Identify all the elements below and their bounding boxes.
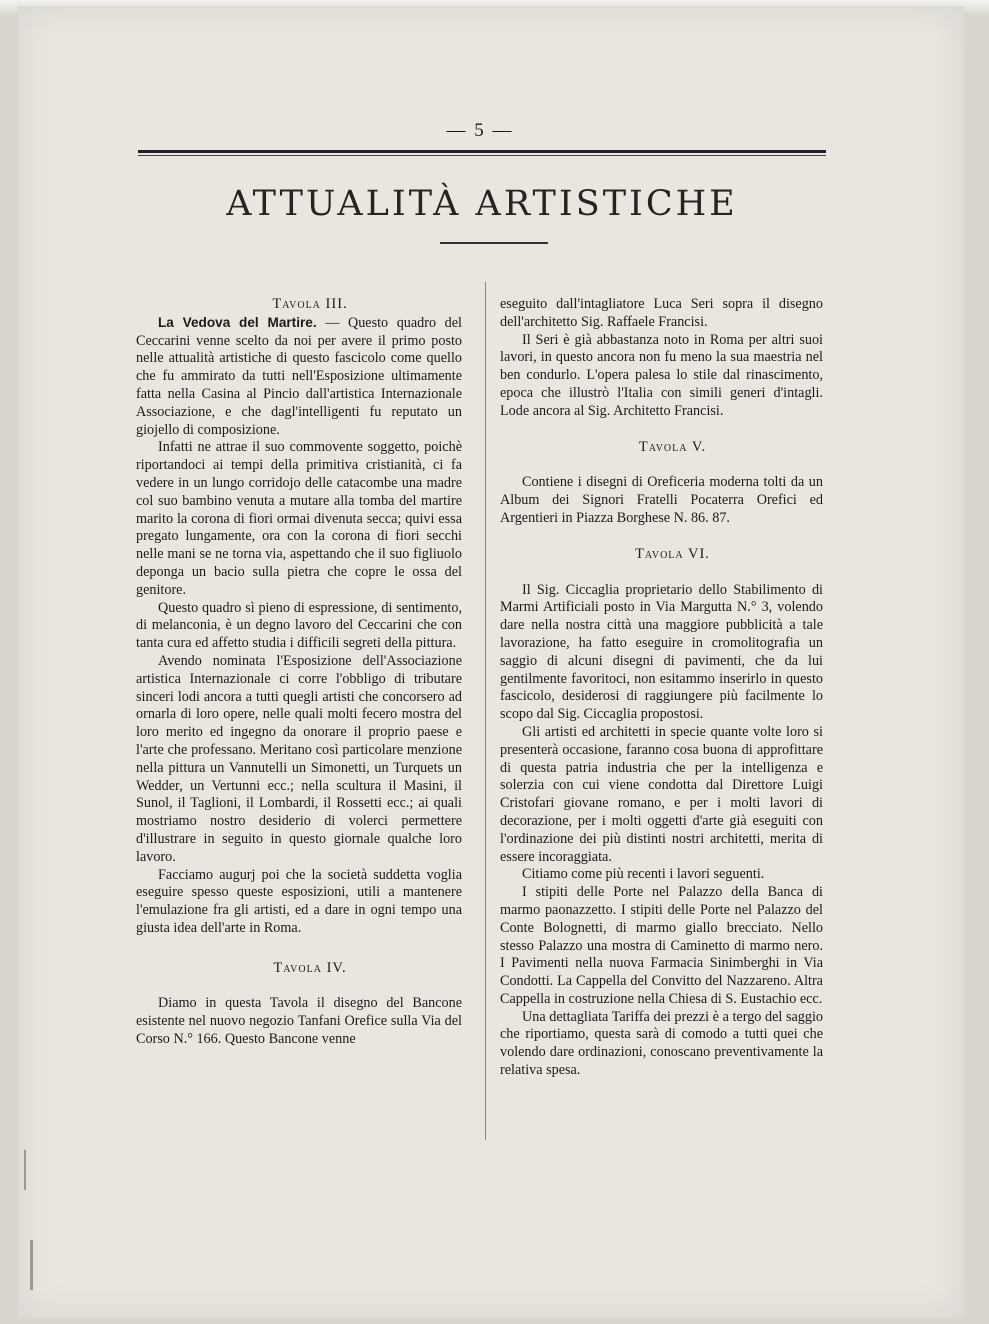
heading-tavola-4: Tavola IV.: [273, 959, 347, 976]
paragraph: Diamo in questa Tavola il disegno del Bancone esistente nel nuovo negozio Tanfani Orefice sulla Via del Corso N.° 166. Questo Bancone venne: [136, 995, 462, 1048]
paragraph: Gli artisti ed architetti in specie quante volte loro si presenterà occasione, faranno cosa buona di approfittare di questa patria industria che per la intelligenza e solerzia con cui viene condotta dal Direttore Luigi Cristofari giovane romano, e per i molti lavori di decorazione, per i molti oggetti d'arte già eseguiti con l'ordinazione dei più distinti nostri architetti, merita di essere incoraggiata.: [500, 723, 823, 865]
section-title: ATTUALITÀ ARTISTICHE: [226, 184, 738, 224]
paragraph: Questo quadro sì pieno di espressione, di sentimento, di melanconia, è un degno lavoro del Ceccarini che con tanta cura ed affetto studia i difficili segreti della pittura.: [136, 599, 462, 652]
paragraph: Infatti ne attrae il suo commovente soggetto, poichè riportandoci ai tempi della primitiva cristianità, ci fa vedere in un lungo corridojo delle catacombe una madre col suo bambino venuta a mutare alla tomba del martire marito la corona di fiori ormai divenuta secca; quivi essa pregato lungamente, ora con la corona di fiori secchi nelle mani se ne torna via, aspettando che il suo figliuolo deponga un bacio sulla pietra che copre le ossa del genitore.: [136, 439, 462, 598]
heading-tavola-3: Tavola III.: [272, 296, 348, 312]
title-underline: [440, 242, 548, 244]
header-rule-thin: [138, 155, 826, 156]
scan-mark: [24, 1150, 26, 1190]
paragraph: Una dettagliata Tariffa dei prezzi è a tergo del saggio che riportiamo, questa sarà di comodo a tutti quei che volendo dare ordinazioni, conoscano preventivamente la relativa spesa.: [500, 1008, 823, 1079]
paragraph: Contiene i disegni di Oreficeria moderna tolti da un Album dei Signori Fratelli Pocaterra Orefici ed Argentieri in Piazza Borghese N. 86. 87.: [500, 474, 823, 526]
heading-tavola-6: Tavola VI.: [635, 545, 710, 562]
header-rule-thick: [138, 150, 826, 153]
paragraph: [136, 314, 462, 440]
paragraph: Facciamo augurj poi che la società suddetta voglia eseguire spesso queste esposizioni, utili a mantenere l'emulazione fra gli artisti, ed a dare in ogni tempo una giusta idea dell'arte in Roma.: [136, 866, 462, 936]
paragraph: Citiamo come più recenti i lavori seguenti.: [522, 866, 765, 883]
paragraph: Il Seri è già abbastanza noto in Roma per altri suoi lavori, in questo ancora non fu meno la sua maestria nel ben condurlo. L'opera palesa lo stile dal rinascimento, epoca che illustrò l'Italia con simili generi d'intagli. Lode ancora al Sig. Architetto Francisi.: [500, 331, 823, 419]
paragraph: eseguito dall'intagliatore Luca Seri sopra il disegno dell'architetto Sig. Raffaele Francisi.: [500, 296, 823, 330]
article-lead: La Vedova del Martire.: [158, 314, 317, 330]
right-column: [500, 296, 823, 1080]
page-number: — 5 —: [446, 120, 514, 141]
column-divider: [485, 282, 486, 1140]
heading-tavola-5: Tavola V.: [638, 438, 707, 455]
scan-mark: [30, 1240, 33, 1290]
paragraph: Avendo nominata l'Esposizione dell'Associazione artistica Internazionale ci corre l'obbligo di tributare sinceri lodi ancora a tutti quegli artisti che concorsero ad ornarla di loro opere, nelle quali molti fecero mostra del loro merito ed ingegno da onorare il proprio paese e l'arte che professano. Meritano così particolare menzione nella pittura un Vannutelli un Simonetti, un Turquets un Wedder, un Vertunni ecc.; nella scultura il Masini, il Sunol, il Taglioni, il Lombardi, il Rossetti ecc.; ai quali mostriamo nostro desiderio di volerci permettere d'illustrare in seguito in questo giornale qualche loro lavoro.: [136, 652, 462, 865]
left-column: [136, 296, 462, 1049]
paragraph: I stipiti delle Porte nel Palazzo della Banca di marmo paonazzetto. I stipiti delle Porte nel Palazzo del Conte Bolognetti, di marmo giallo brecciato. Nello stesso Palazzo una mostra di Caminetto di marmo nero. I Pavimenti nella nuova Farmacia Sinimberghi in Via Condotti. La Cappella del Convitto del Nazzareno. Altra Cappella in costruzione nella Chiesa di S. Eustachio ecc.: [500, 884, 823, 1007]
paragraph: Il Sig. Ciccaglia proprietario dello Stabilimento di Marmi Artificiali posto in Via Margutta N.° 3, volendo dare nella nostra città una maggiore pubblicità a tale lavorazione, ha fatto eseguire in cromolitografia un saggio di alcuni disegni di pavimenti, che da lui gentilmente favoritoci, non esitammo inserirlo in questo fascicolo, desiderosi di raggiungere più facilmente lo scopo dal Sig. Ciccaglia propostosi.: [500, 581, 823, 723]
paragraph-text: — Questo quadro del Ceccarini venne scelto da noi per avere il primo posto nelle attualità artistiche di questo fascicolo come quello che fu ammirato da tutti nell'Esposizione ultimamente fatta nella Casina al Pincio dall'artistica Internazionale Associazione, e che dagl'intelligenti fu reputato un giojello di composizione.: [136, 314, 462, 438]
